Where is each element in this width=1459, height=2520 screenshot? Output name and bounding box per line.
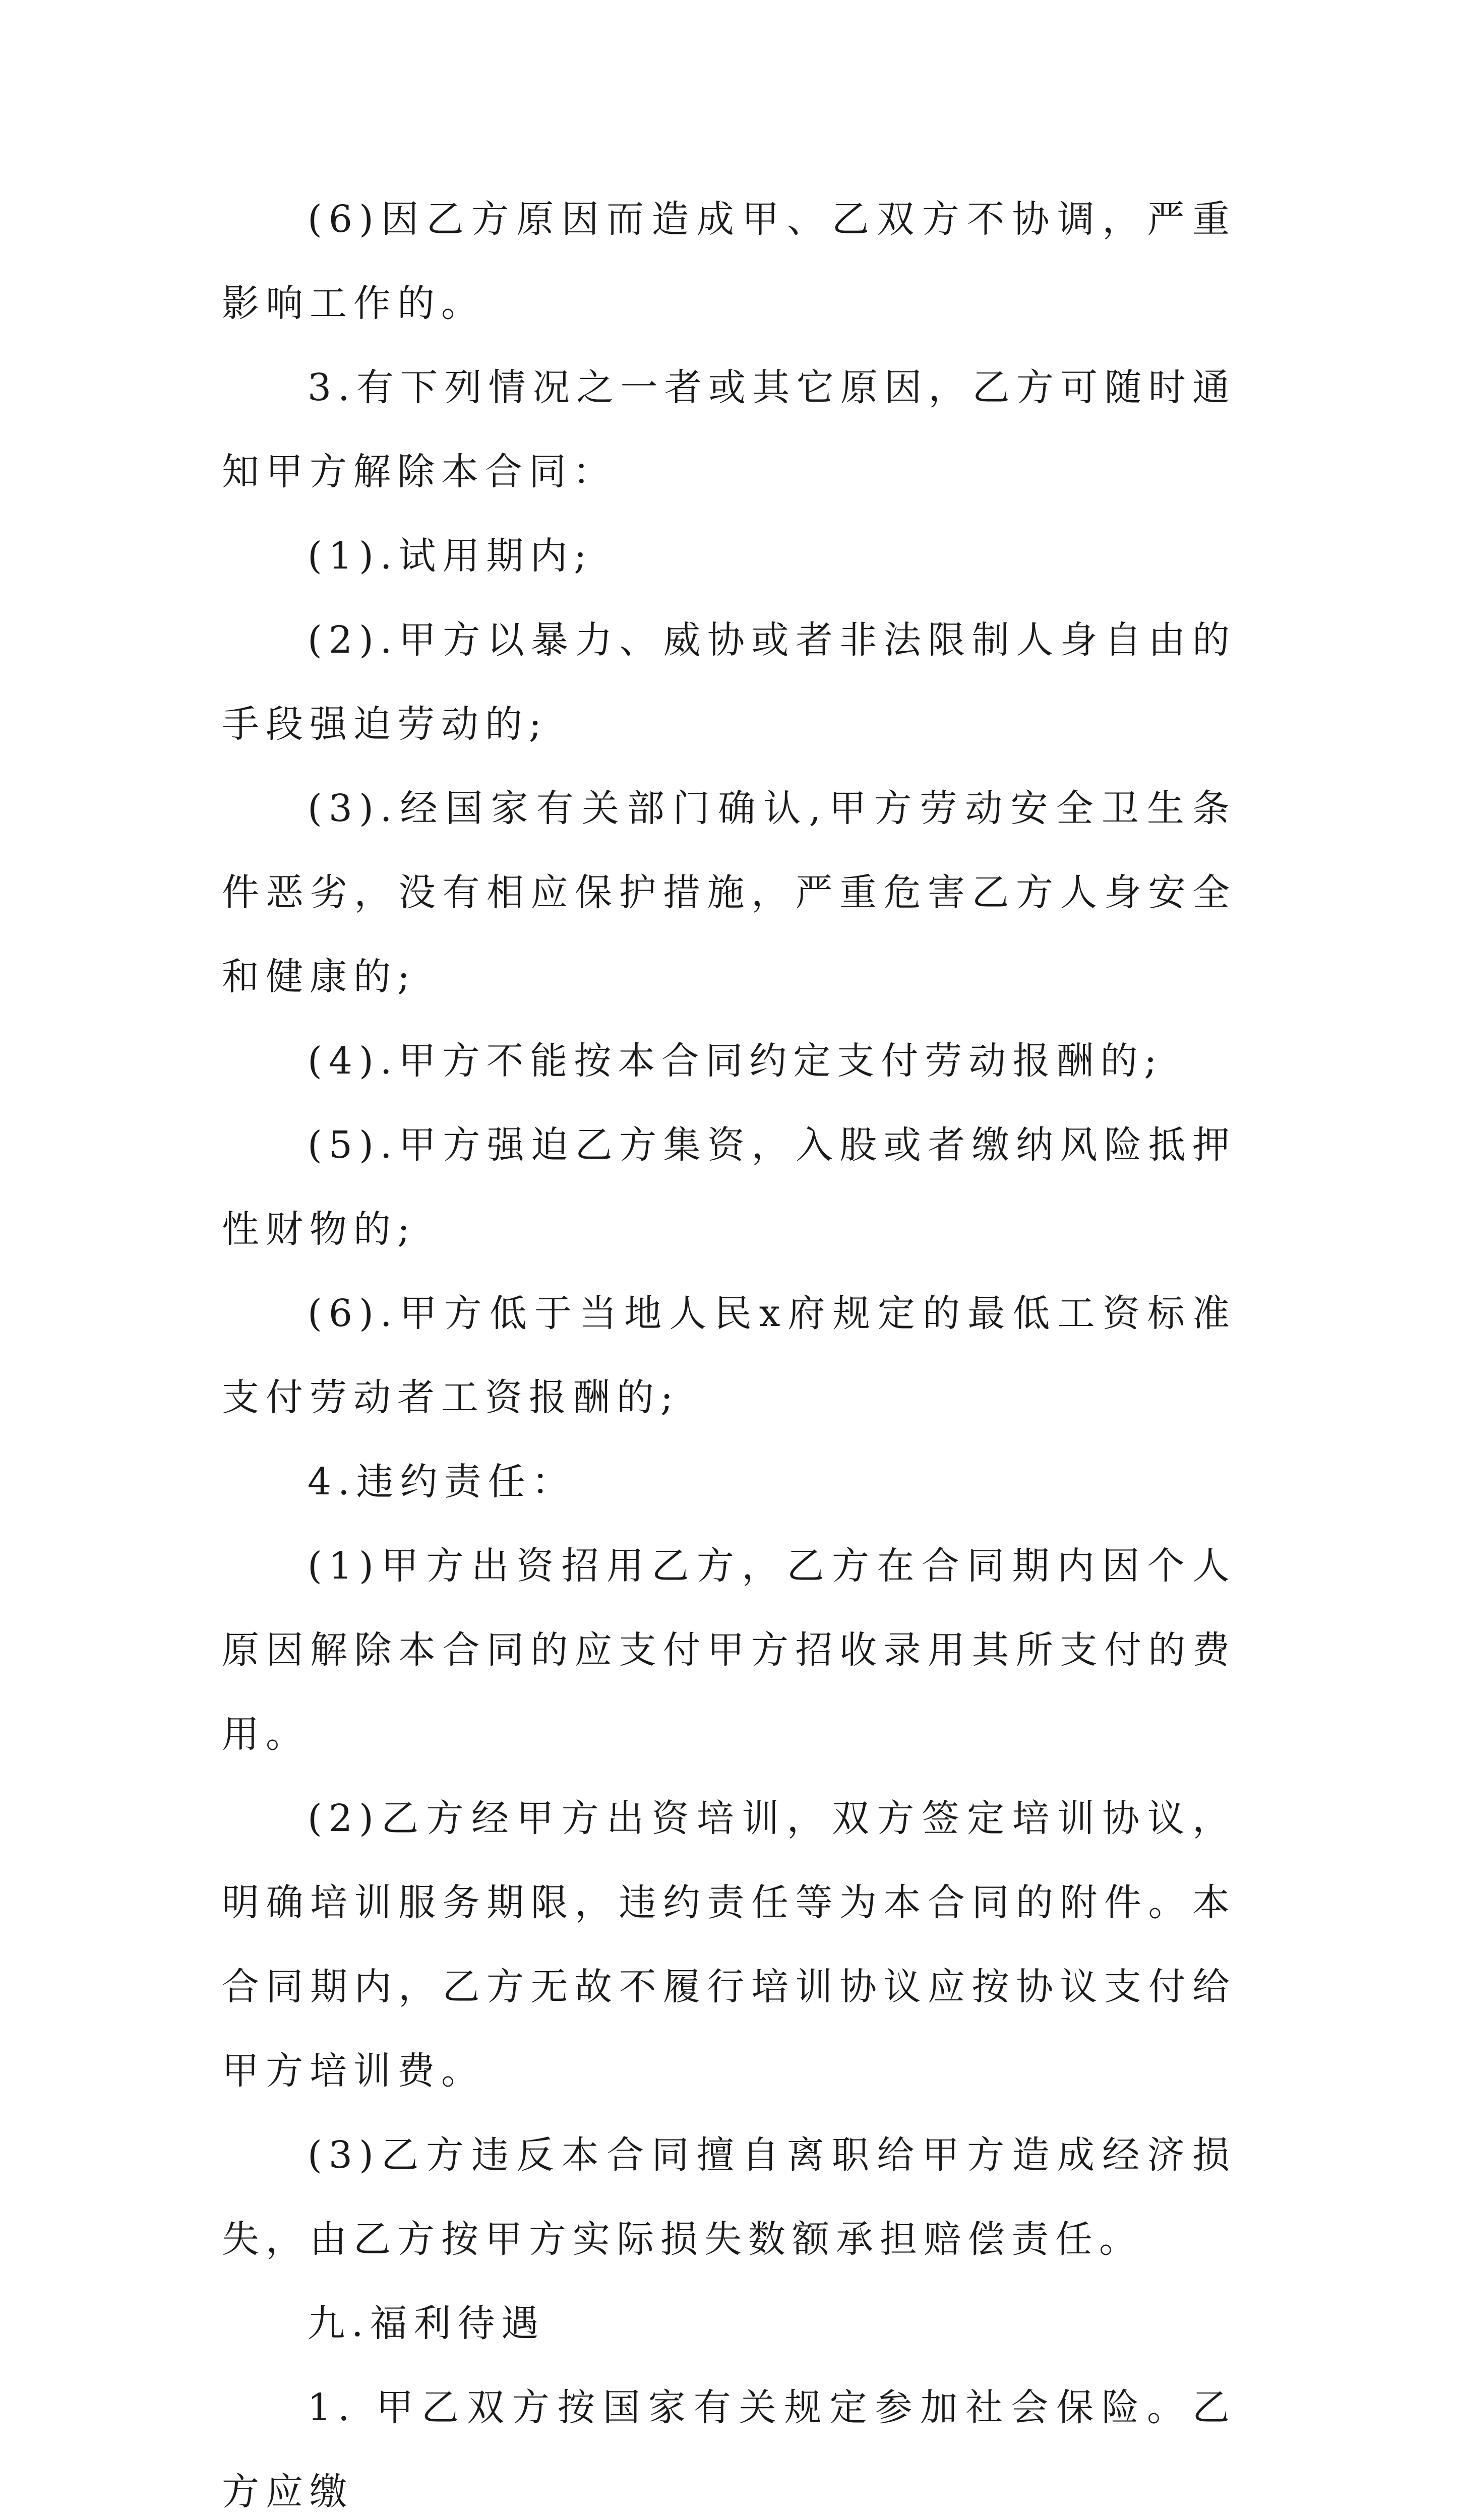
section-heading: 九.福利待遇 <box>308 2302 545 2345</box>
clause-paragraph: (6)因乙方原因而造成甲、乙双方不协调，严重影响工作的。 <box>222 198 1236 325</box>
clause-paragraph: (1).试用期内; <box>308 534 593 578</box>
clause-paragraph: 1. 甲乙双方按国家有关规定参加社会保险。乙方应缴 <box>222 2386 1236 2513</box>
clause-paragraph: (1)甲方出资招用乙方，乙方在合同期内因个人原因解除本合同的应支付甲方招收录用其所支付的费用。 <box>222 1544 1236 1756</box>
section-heading: 4.违约责任： <box>308 1460 576 1503</box>
clause-paragraph: (2)乙方经甲方出资培训，双方签定培训协议，明确培训服务期限，违约责任等为本合同的附件。本合同期内，乙方无故不履行培训协议应按协议支付给甲方培训费。 <box>222 1797 1236 2093</box>
clause-paragraph: (6).甲方低于当地人民x府规定的最低工资标准支付劳动者工资报酬的; <box>222 1292 1236 1419</box>
clause-paragraph: (3).经国家有关部门确认,甲方劳动安全卫生条件恶劣，没有相应保护措施，严重危害乙方人身安全和健康的; <box>222 787 1236 998</box>
clause-paragraph: (2).甲方以暴力、威协或者非法限制人身自由的手段强迫劳动的; <box>222 618 1236 746</box>
clause-paragraph: 3.有下列情况之一者或其它原因，乙方可随时通知甲方解除本合同： <box>222 366 1236 493</box>
clause-paragraph: (4).甲方不能按本合同约定支付劳动报酬的; <box>308 1039 1164 1083</box>
clause-paragraph: (5).甲方强迫乙方集资，入股或者缴纳风险抵押性财物的; <box>222 1123 1236 1251</box>
clause-paragraph: (3)乙方违反本合同擅自离职给甲方造成经济损失，由乙方按甲方实际损失数额承担赔偿责任。 <box>222 2133 1236 2261</box>
document-body <box>222 177 1236 2520</box>
